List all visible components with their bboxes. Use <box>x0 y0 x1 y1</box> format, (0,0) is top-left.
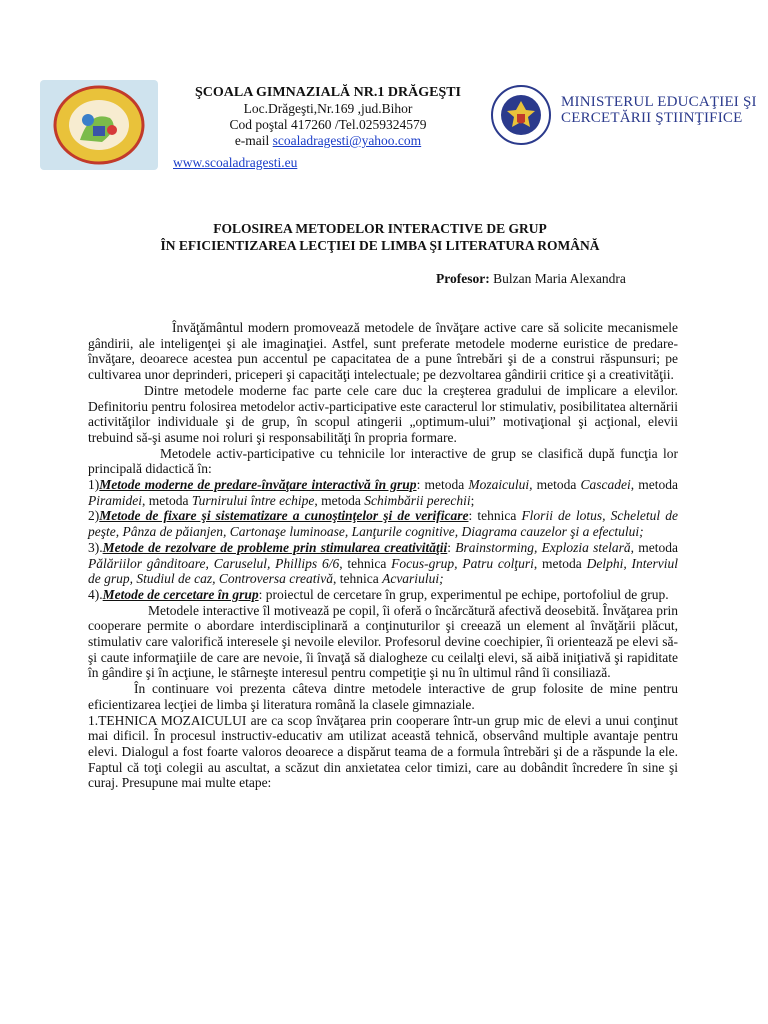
document-body <box>88 320 678 791</box>
list-italic: Pălăriilor gânditoare, Caruselul, Phillips 6/6 <box>88 555 340 571</box>
list-italic: Acvariului; <box>382 571 444 587</box>
school-postal: Cod poştal 417260 /Tel.0259324579 <box>229 117 427 132</box>
list-italic: Delphi, Interviul de grup, Studiul de caz, Controversa creativă <box>88 555 678 587</box>
email-link[interactable]: scoaladragesti@yahoo.com <box>272 133 422 148</box>
list-text: : tehnica <box>468 508 522 524</box>
list-number: 1) <box>88 477 100 493</box>
school-name: ŞCOALA GIMNAZIALĂ NR.1 DRĂGEŞTI <box>194 85 462 100</box>
list-italic: Turnirului între echipe <box>191 492 315 508</box>
school-logo <box>40 80 158 170</box>
teacher-name: Bulzan Maria Alexandra <box>489 271 626 286</box>
list-heading: Metode de rezolvare de probleme prin stimularea creativităţii <box>102 539 448 555</box>
teacher-label: Profesor: <box>436 271 490 286</box>
list-number: 3). <box>88 539 103 555</box>
website-link[interactable]: www.scoaladragesti.eu <box>173 155 298 170</box>
school-contact-block <box>168 85 488 149</box>
list-text: , metoda <box>630 539 678 555</box>
list-text: , tehnica <box>339 555 392 571</box>
list-item-3 <box>88 540 678 587</box>
ministry-name <box>561 94 757 126</box>
list-heading: Metode moderne de predare-învăţare interactivă în grup <box>99 477 417 493</box>
list-italic: Mozaicului, <box>468 477 533 493</box>
list-item-2 <box>88 508 678 539</box>
teacher-line <box>436 271 626 287</box>
list-text: metoda <box>532 477 581 493</box>
email-label: e-mail <box>234 133 273 148</box>
school-address: Loc.Drăgeşti,Nr.169 ,jud.Bihor <box>243 101 413 116</box>
list-heading: Metode de fixare şi sistematizare a cunoştinţelor şi de verificare <box>99 508 469 524</box>
school-email-line <box>168 133 488 149</box>
paragraph-3: Metodele activ-participative cu tehnicile lor interactive de grup se clasifică după funcţia lor principală didactică în: <box>88 445 678 477</box>
list-text: : <box>447 539 456 555</box>
paragraph-2: Dintre metodele moderne fac parte cele care duc la creşterea gradului de implicare a elevilor. Definitoriu pentru folosirea metodelor activ-participative este caracterul lor stimulativ, posibilitatea alternării activităţilor individuale şi de grup, în scopul atingerii „optimum-ului” motivaţional şi acţional, elevii trebuind să-şi asume noi roluri şi responsabilităţi în propria formare. <box>88 382 678 445</box>
list-item-4 <box>88 587 678 603</box>
list-text: , metoda <box>533 555 587 571</box>
list-italic: Brainstorming, Explozia stelară <box>455 539 631 555</box>
list-item-1 <box>88 477 678 508</box>
paragraph-5: În continuare voi prezenta câteva dintre metodele interactive de grup folosite de mine pentru eficientizarea lecţiei de limba şi literatura română la clasele gimnaziale. <box>88 681 678 712</box>
list-number: 4). <box>88 586 103 602</box>
paragraph-4: Metodele interactive îl motivează pe copil, îi oferă o încărcătură afectivă deosebită. Învăţarea prin cooperare permite o abordare interdisciplinară a conţinuturilor şi creează un element al învăţării plăcut, stimulativ care valorifică interesele şi nevoile elevilor. Profesorul devine coechipier, îi orientează pe elevi să-şi caute informaţiile de care are nevoie, îi învaţă să dialogheze cu ceilalţi elevi, să aibă iniţiativă şi rapiditate în gândire şi în acţiune, le stârneşte interesul pentru competiţie şi nu în ultimul rând îi consiliază. <box>88 602 678 681</box>
list-italic: Piramidei <box>88 492 142 508</box>
document-title-line-1: FOLOSIREA METODELOR INTERACTIVE DE GRUP <box>213 221 547 236</box>
government-seal-icon <box>490 84 552 146</box>
list-text: : proiectul de cercetare în grup, experimentul pe echipe, portofoliul de grup. <box>258 586 669 602</box>
ministry-line-1: MINISTERUL EDUCAŢIEI ŞI <box>561 94 757 110</box>
list-text: , metoda <box>314 492 365 508</box>
list-italic: Schimbării perechii <box>364 492 471 508</box>
list-italic: Cascadei <box>580 477 631 493</box>
paragraph-6: 1.TEHNICA MOZAICULUI are ca scop învăţarea prin cooperare într-un grup mic de elevi a unui conţinut mai dificil. În procesul instructiv-educativ am utilizat această tehnică, observând multiple avantaje pentru elevi. Dialogul a fost foarte valoros deoarece a dispărut teama de a formula întrebări şi de a răspunde la ele. Faptul că toţi colegii au ascultat, a scăzut din anxietatea celor timizi, care au dobândit încredere în sine şi curaj. Presupune mai multe etape: <box>88 712 678 791</box>
list-text: , tehnica <box>332 571 383 587</box>
list-italic: Florii de lotus, Scheletul de peşte, Pânza de păianjen, Cartonaşe luminoase, Lanţurile cognitive, Diagrama cauzelor şi a efectului; <box>88 508 678 540</box>
list-heading: Metode de cercetare în grup <box>102 586 259 602</box>
list-italic: Focus-grup, Patru colţuri <box>391 555 534 571</box>
list-text: ; <box>470 492 475 508</box>
list-text: , metoda <box>142 492 192 508</box>
list-text: : metoda <box>416 477 469 493</box>
list-number: 2) <box>88 508 100 524</box>
document-title-line-2: ÎN EFICIENTIZAREA LECŢIEI DE LIMBA ŞI LITERATURA ROMÂNĂ <box>160 238 600 253</box>
paragraph-1: Învăţământul modern promovează metodele de învăţare active care să solicite mecanismele gândirii, ale inteligenţei şi ale imaginaţiei. Astfel, sunt preferate metodele moderne euristice de predare-învăţare, deoarece acestea pun accentul pe capacitatea de a pune întrebări şi de a construi răspunsuri; pe cultivarea unor deprinderi, priceperi şi capacităţi intelectuale; pe dezvoltarea gândirii critice şi a creativităţii. <box>88 320 678 383</box>
list-text: , metoda <box>630 477 678 493</box>
ministry-line-2: CERCETĂRII ŞTIINŢIFICE <box>561 110 743 126</box>
